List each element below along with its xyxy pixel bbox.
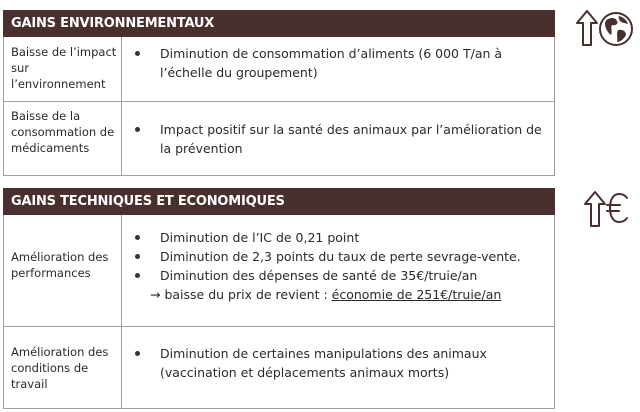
row-label: Amélioration des conditions de travail — [4, 327, 122, 408]
section-header-techniques-economiques: GAINS TECHNIQUES ET ECONOMIQUES — [3, 188, 555, 215]
list-item: Impact positif sur la santé des animaux par l’amélioration de la prévention — [122, 120, 554, 158]
underlined-savings: économie de 251€/truie/an — [331, 287, 502, 302]
row-label: Baisse de l’impact sur l’environnement — [4, 37, 122, 101]
table-row — [3, 37, 555, 102]
list-item: Diminution de certaines manipulations des animaux (vaccination et déplacements animaux morts) — [122, 344, 554, 382]
row-label: Baisse de la consommation de médicaments — [4, 102, 122, 175]
table-row — [3, 327, 555, 409]
item-list — [122, 344, 554, 382]
section-header-environnementaux: GAINS ENVIRONNEMENTAUX — [3, 10, 555, 37]
sub-item-prefix: → baisse du prix de revient : — [150, 287, 332, 302]
row-label: Amélioration des performances — [4, 215, 122, 326]
list-item: Diminution des dépenses de santé de 35€/truie/an — [122, 266, 554, 285]
item-list — [122, 228, 554, 304]
list-item: Diminution de consommation d’aliments (6 000 T/an à l’échelle du groupement) — [122, 44, 554, 82]
list-item: Diminution de l’IC de 0,21 point — [122, 228, 554, 247]
item-list — [122, 120, 554, 158]
up-arrow-euro-icon — [582, 189, 632, 229]
table-row — [3, 102, 555, 176]
up-arrow-globe-icon — [574, 8, 636, 48]
list-item: Diminution de 2,3 points du taux de perte sevrage-vente. — [122, 247, 554, 266]
table-row — [3, 215, 555, 327]
item-list — [122, 44, 554, 82]
sub-item — [122, 285, 554, 304]
